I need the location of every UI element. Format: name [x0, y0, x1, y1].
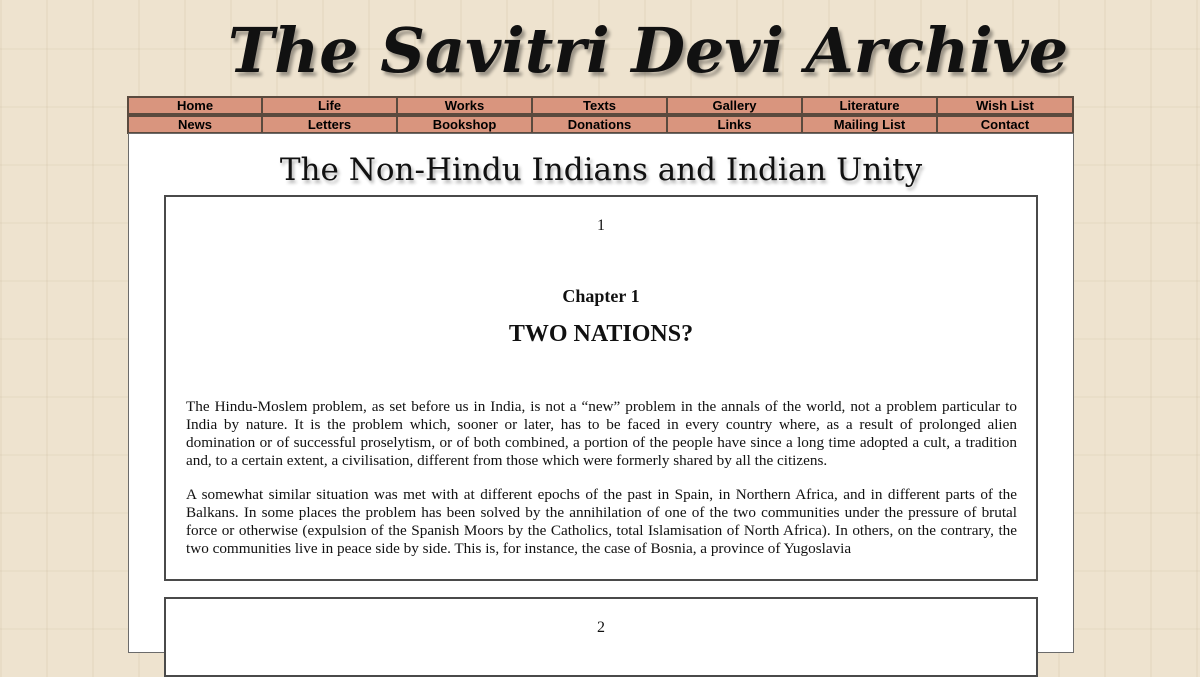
nav-literature[interactable]: Literature [802, 96, 937, 115]
nav-contact[interactable]: Contact [937, 115, 1074, 134]
nav-home[interactable]: Home [127, 96, 262, 115]
page-number: 2 [597, 619, 605, 636]
paragraph: A somewhat similar situation was met with at different epochs of the past in Spain, in Northern Africa, and in different parts of the Balkans. In some places the problem has been solved by the annihilation of one of the two communities under the pressure of brutal force or otherwise (expulsion of the Spanish Moors by the Catholics, total Islamisation of North Africa). In others, on the contrary, the two communities live in peace side by side. This is, for instance, the case of Bosnia, a province of Yugoslavia [186, 486, 1017, 557]
chapter-label: Chapter 1 [562, 286, 640, 306]
nav-news[interactable]: News [127, 115, 262, 134]
nav-links[interactable]: Links [667, 115, 802, 134]
nav-wish-list[interactable]: Wish List [937, 96, 1074, 115]
nav-life[interactable]: Life [262, 96, 397, 115]
page-title: The Non-Hindu Indians and Indian Unity [279, 152, 923, 188]
chapter-title: TWO NATIONS? [508, 321, 694, 347]
page-number: 1 [597, 217, 605, 234]
nav-mailing-list[interactable]: Mailing List [802, 115, 937, 134]
nav-letters[interactable]: Letters [262, 115, 397, 134]
nav-donations[interactable]: Donations [532, 115, 667, 134]
site-logo[interactable]: The Savitri Devi Archive [228, 14, 1069, 87]
nav-bookshop[interactable]: Bookshop [397, 115, 532, 134]
book-page [164, 195, 1038, 581]
nav-gallery[interactable]: Gallery [667, 96, 802, 115]
content-panel [128, 133, 1074, 653]
nav-row-secondary [127, 115, 1074, 134]
nav-texts[interactable]: Texts [532, 96, 667, 115]
book-page [164, 597, 1038, 677]
nav-row-primary [127, 96, 1074, 115]
nav-works[interactable]: Works [397, 96, 532, 115]
paragraph: The Hindu-Moslem problem, as set before us in India, is not a “new” problem in the annals of the world, not a problem particular to India by nature. It is the problem which, sooner or later, has to be faced in every country where, as a result of prolonged alien domination or of successful proselytism, or of both combined, a portion of the people have since a long time adopted a cult, a tradition and, to a certain extent, a civilisation, different from those which were formerly shared by all the citizens. [186, 398, 1017, 469]
